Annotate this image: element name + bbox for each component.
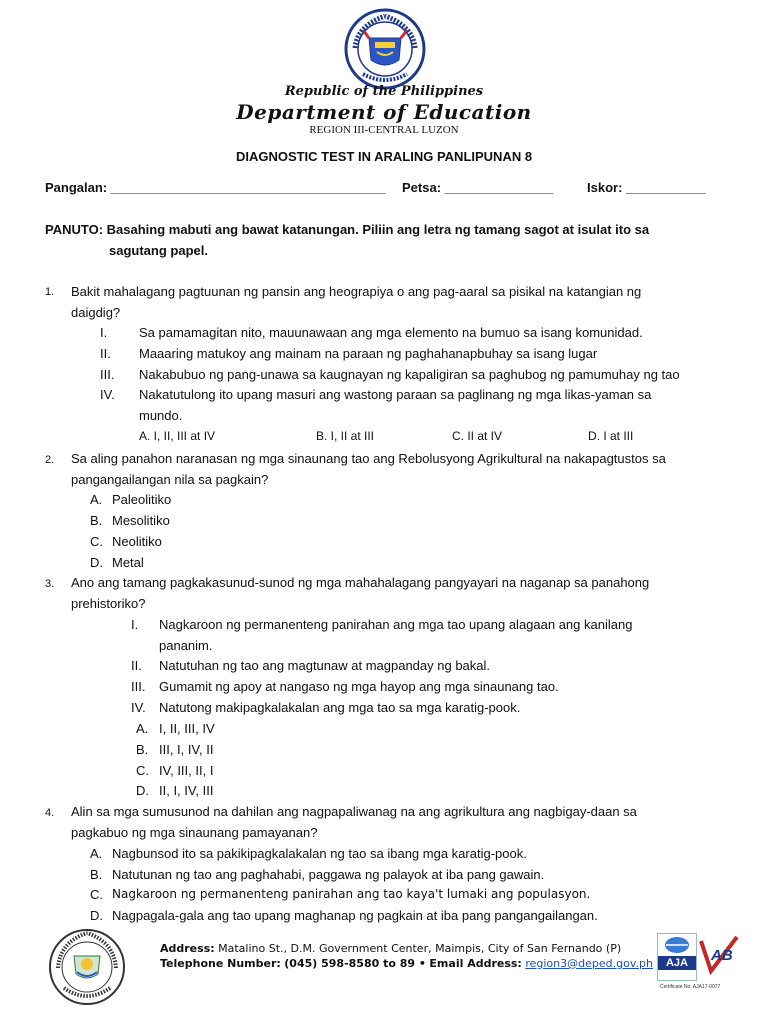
statement-text: Nagkaroon ng permanenteng panirahan ang mga tao upang alagaan ang kanilang	[159, 617, 633, 632]
answer-choice: C. II at IV	[452, 429, 503, 443]
phone-label: Telephone Number:	[160, 957, 281, 970]
statement-numeral: I.	[100, 325, 108, 340]
name-field: Pangalan: ______________________________________	[45, 180, 386, 195]
footer-seal	[48, 928, 126, 1006]
choice-letter: B.	[90, 867, 103, 882]
department-heading: Department of Education	[236, 100, 532, 124]
aja-logo	[657, 933, 697, 981]
statement-numeral: I.	[131, 617, 139, 632]
statement-text: mundo.	[139, 408, 183, 423]
footer-address	[160, 942, 621, 955]
choice-text: Mesolitiko	[112, 513, 170, 528]
statement-numeral: IV.	[100, 387, 115, 402]
choice-text: Paleolitiko	[112, 492, 172, 507]
question-text: prehistoriko?	[71, 596, 146, 611]
region-heading: REGION III-CENTRAL LUZON	[309, 124, 459, 136]
address-value: Matalino St., D.M. Government Center, Maimpis, City of San Fernando (P)	[218, 942, 622, 955]
address-label: Address:	[160, 942, 215, 955]
statement-text: Natutuhan ng tao ang magtunaw at magpanday ng bakal.	[159, 658, 491, 673]
answer-choice: D. I at III	[588, 429, 634, 443]
ab-logo-text: AB	[711, 947, 733, 964]
question-number: 3.	[45, 578, 55, 590]
choice-text: II, I, IV, III	[159, 783, 214, 798]
choice-text: Nagbunsod ito sa pakikipagkalakalan ng tao sa ibang mga karatig-pook.	[112, 846, 527, 861]
statement-text: Sa pamamagitan nito, mauunawaan ang mga elemento na bumuo sa isang komunidad.	[139, 325, 643, 340]
choice-text: Nagpagala-gala ang tao upang maghanap ng pagkain at iba pang pangangailangan.	[112, 908, 598, 923]
choice-letter: B.	[90, 513, 103, 528]
statement-text: Natutong makipagkalakalan ang mga tao sa mga karatig-pook.	[159, 700, 521, 715]
email-link[interactable]: region3@deped.gov.ph	[525, 957, 653, 970]
ab-logo	[697, 933, 741, 979]
choice-letter: B.	[136, 742, 149, 757]
question-number: 4.	[45, 807, 55, 819]
choice-letter: A.	[136, 721, 149, 736]
score-field: Iskor: ___________	[587, 180, 706, 195]
choice-letter: D.	[90, 908, 103, 923]
question-text: Sa aling panahon naranasan ng mga sinaunang tao ang Rebolusyong Agrikultural na nakapagtustos sa	[71, 451, 666, 466]
certificate-number: Certificate No. AJA17-0077	[660, 984, 721, 990]
footer-contact	[160, 957, 653, 970]
answer-choice: B. I, II at III	[316, 429, 375, 443]
question-text: Ano ang tamang pagkakasunud-sunod ng mga mahahalagang pangyayari na naganap sa panahong	[71, 575, 650, 590]
instructions-line-1: PANUTO: Basahing mabuti ang bawat katanungan. Piliin ang letra ng tamang sagot at isulat ito sa	[45, 222, 650, 237]
choice-letter: D.	[136, 783, 149, 798]
question-text: Bakit mahalagang pagtuunan ng pansin ang heograpiya o ang pag-aaral sa pisikal na katangian ng	[71, 284, 642, 299]
choice-letter: C.	[90, 534, 103, 549]
statement-numeral: IV.	[131, 700, 146, 715]
choice-letter: D.	[90, 555, 103, 570]
choice-text: III, I, IV, II	[159, 742, 214, 757]
statement-numeral: III.	[100, 367, 115, 382]
statement-text: Nakabubuo ng pang-unawa sa kaugnayan ng kapaligiran sa paghubog ng pamumuhay ng tao	[139, 367, 680, 382]
phone-value: (045) 598-8580 to 89 •	[284, 957, 426, 970]
choice-text: IV, III, II, I	[159, 763, 214, 778]
republic-heading: Republic of the Philippines	[284, 84, 484, 99]
statement-numeral: II.	[131, 658, 142, 673]
question-text: pangangailangan nila sa pagkain?	[71, 472, 269, 487]
choice-letter: A.	[90, 846, 103, 861]
choice-text: Nagkaroon ng permanenteng panirahan ang tao kaya't lumaki ang populasyon.	[112, 887, 591, 901]
question-text: daigdig?	[71, 305, 121, 320]
choice-text: Natutunan ng tao ang paghahabi, paggawa ng palayok at iba pang gawain.	[112, 867, 545, 882]
statement-text: pananim.	[159, 638, 213, 653]
question-number: 2.	[45, 454, 55, 466]
choice-letter: C.	[90, 887, 103, 902]
choice-text: Metal	[112, 555, 144, 570]
statement-text: Maaaring matukoy ang mainam na paraan ng paghahanapbuhay sa isang lugar	[139, 346, 598, 361]
test-title: DIAGNOSTIC TEST IN ARALING PANLIPUNAN 8	[235, 149, 533, 164]
choice-text: Neolitiko	[112, 534, 162, 549]
email-label: Email Address:	[429, 957, 522, 970]
question-text: Alin sa mga sumusunod na dahilan ang nagpapaliwanag na ang agrikultura ang nagbigay-daan sa	[71, 804, 637, 819]
statement-text: Gumamit ng apoy at nangaso ng mga hayop ang mga sinaunang tao.	[159, 679, 559, 694]
question-number: 1.	[45, 286, 55, 298]
date-field: Petsa: _______________	[402, 180, 554, 195]
choice-letter: A.	[90, 492, 103, 507]
statement-numeral: III.	[131, 679, 146, 694]
statement-text: Nakatutulong ito upang masuri ang wastong paraan sa paglinang ng mga likas-yaman sa	[139, 387, 652, 402]
statement-numeral: II.	[100, 346, 111, 361]
instructions-line-2: sagutang papel.	[109, 243, 208, 258]
deped-seal	[335, 8, 435, 90]
choice-text: I, II, III, IV	[159, 721, 215, 736]
aja-logo-text: AJA	[658, 956, 696, 970]
question-text: pagkabuo ng mga sinaunang pamayanan?	[71, 825, 318, 840]
choice-letter: C.	[136, 763, 149, 778]
answer-choice: A. I, II, III at IV	[139, 429, 216, 443]
